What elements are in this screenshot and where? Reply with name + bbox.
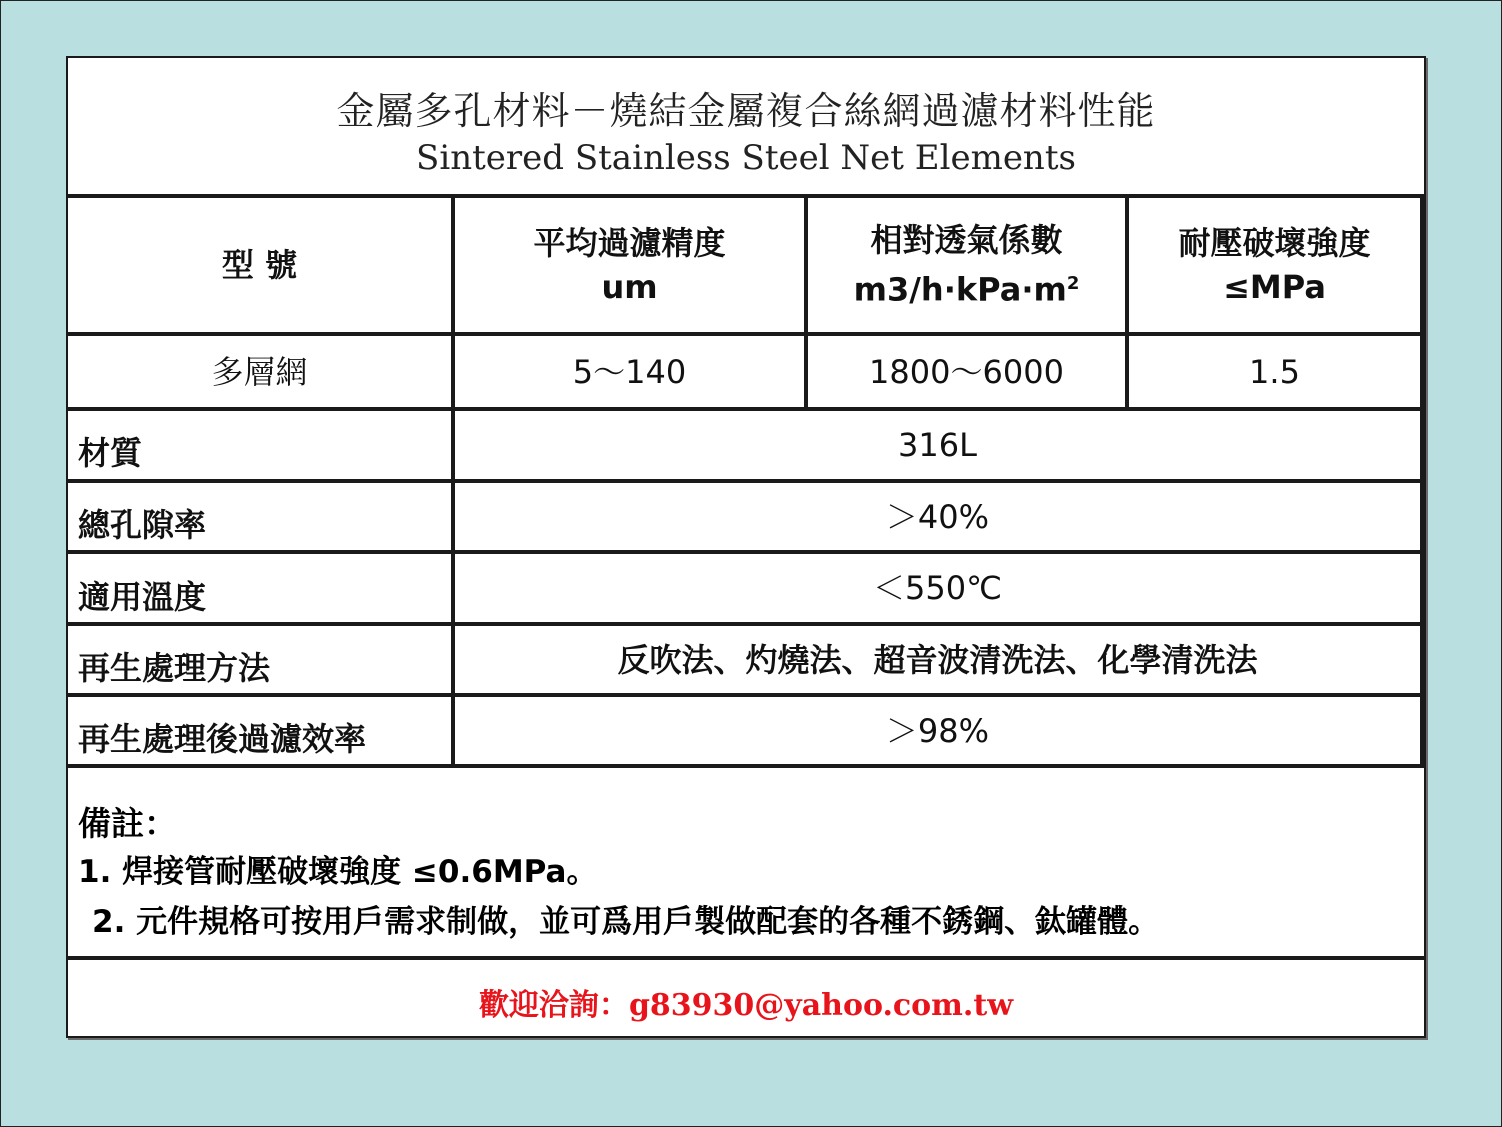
property-label-regen-efficiency: 再生處理後過濾效率 <box>78 720 367 758</box>
note-line-2: 2. 元件規格可按用戶需求制做，並可爲用戶製做配套的各種不銹鋼、鈦罐體。 <box>92 904 1160 940</box>
header-strength-title: 耐壓破壞強度 <box>1178 224 1371 262</box>
strength-value: 1.5 <box>1249 352 1300 391</box>
property-value-regen-method <box>455 626 1420 693</box>
cell-permeability <box>808 336 1125 407</box>
header-model <box>68 198 451 332</box>
property-value-porosity <box>455 483 1420 550</box>
property-value-temperature <box>455 554 1420 622</box>
cell-precision <box>455 336 804 407</box>
regen-efficiency-value: ＞98% <box>885 711 990 750</box>
property-label-porosity: 總孔隙率 <box>78 506 207 544</box>
spec-sheet <box>66 56 1426 1038</box>
title-block <box>68 58 1424 194</box>
rule-right-inner <box>1420 196 1424 766</box>
rule-table-bottom <box>68 764 1424 768</box>
permeability-unit-exponent: 2 <box>1066 273 1080 295</box>
material-value: 316L <box>898 426 977 464</box>
property-value-material <box>455 411 1420 479</box>
header-permeability <box>808 198 1125 332</box>
permeability-value: 1800～6000 <box>869 352 1064 391</box>
permeability-unit-text: m3/h·kPa·m <box>853 270 1067 309</box>
title-english: Sintered Stainless Steel Net Elements <box>416 138 1076 178</box>
notes-title: 備註： <box>78 804 177 843</box>
contact-label: 歡迎洽詢： <box>478 988 629 1023</box>
property-label-regen-method: 再生處理方法 <box>78 649 271 687</box>
cell-strength <box>1129 336 1420 407</box>
header-precision-unit: um <box>601 268 658 306</box>
rule-notes-bottom <box>68 956 1424 960</box>
precision-value: 5～140 <box>572 352 687 391</box>
property-label-material: 材質 <box>78 434 143 472</box>
property-value-regen-efficiency <box>455 697 1420 764</box>
header-strength-unit: ≤MPa <box>1223 268 1326 306</box>
regen-method-value: 反吹法、灼燒法、超音波清洗法、化學清洗法 <box>617 640 1258 679</box>
header-precision-title: 平均過濾精度 <box>533 224 726 262</box>
contact-line <box>68 980 1424 1024</box>
model-value: 多層網 <box>211 352 308 391</box>
cell-model <box>68 336 451 407</box>
title-chinese: 金屬多孔材料－燒結金屬複合絲網過濾材料性能 <box>336 89 1156 133</box>
header-permeability-unit <box>854 262 1080 312</box>
header-precision <box>455 198 804 332</box>
temperature-value: ＜550℃ <box>872 569 1003 607</box>
property-label-temperature: 適用溫度 <box>78 578 207 616</box>
header-strength <box>1129 198 1420 332</box>
contact-email-link[interactable]: g83930@yahoo.com.tw <box>628 988 1014 1023</box>
note-line-1: 1. 焊接管耐壓破壞強度 ≤0.6MPa。 <box>78 854 598 890</box>
header-permeability-title: 相對透氣係數 <box>870 221 1063 260</box>
header-model-label: 型 號 <box>221 246 298 284</box>
porosity-value: ＞40% <box>885 497 990 536</box>
